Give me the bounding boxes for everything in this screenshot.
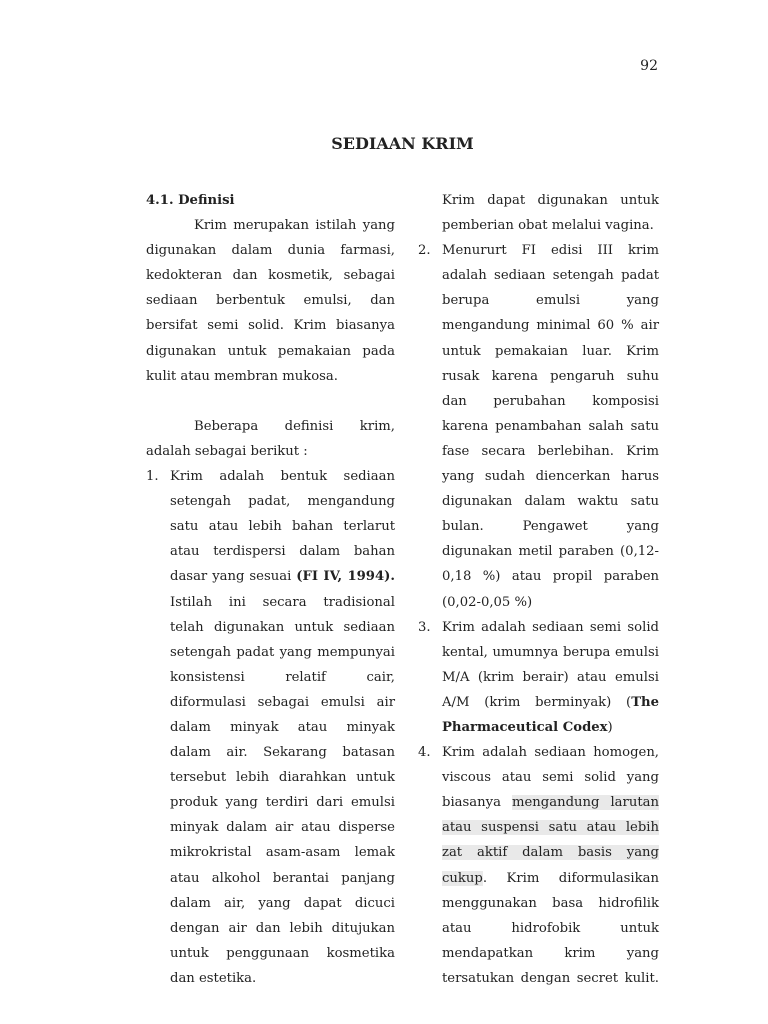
left-column (146, 188, 395, 991)
intro-paragraph: Beberapa definisi krim, adalah sebagai berikut : (146, 418, 395, 459)
highlighted-text: mengandung larutan atau suspensi satu atau lebih zat aktif dalam basis yang cukup (442, 795, 659, 886)
right-column (418, 188, 659, 991)
list-item-1-continued (418, 188, 659, 238)
list-item-text: Istilah ini secara tradisional telah digunakan untuk sediaan setengah padat yang mempunyai konsistensi relatif cair, diformulasi sebagai emulsi air dalam minyak atau minyak dalam air. Sekarang batasan tersebut lebih diarahkan untuk produk yang terdiri dari emulsi minyak dalam air atau disperse mikrokristal asam-asam lemak atau alkohol berantai panjang dalam air, yang dapat dicuci dengan air dan lebih ditujukan untuk penggunaan kosmetika dan estetika. (170, 594, 395, 986)
list-item-text: Krim adalah sediaan homogen, viscous atau semi solid yang biasanya (442, 745, 659, 811)
definition-paragraph: Krim merupakan istilah yang digunakan dalam dunia farmasi, kedokteran dan kosmetik, sebagai sediaan berbentuk emulsi, dan bersifat semi solid. Krim biasanya digunakan untuk pemakaian pada kulit atau membran mukosa. (146, 218, 395, 384)
list-item-text: . Krim diformulasikan menggunakan basa hidrofilik atau hidrofobik untuk mendapatkan krim yang tersatukan dengan secret kulit. (442, 870, 659, 986)
list-item-text: ) (607, 719, 613, 735)
list-number: 1. (146, 469, 159, 485)
list-number: 3. (418, 619, 431, 635)
list-item-text: Krim adalah bentuk sediaan setengah padat, mengandung satu atau lebih bahan terlarut atau terdispersi dalam bahan dasar yang sesuai (170, 469, 395, 585)
list-item-1 (146, 464, 395, 991)
section-heading: 4.1. Definisi (146, 193, 235, 208)
list-number: 2. (418, 243, 431, 259)
list-item-3 (418, 615, 659, 740)
page-number: 92 (640, 58, 658, 74)
list-item-text: Menururt FI edisi III krim adalah sediaan setengah padat berupa emulsi yang mengandung minimal 60 % air untuk pemakaian luar. Krim rusak karena pengaruh suhu dan perubahan komposisi karena penambahan salah satu fase secara berlebihan. Krim yang sudah diencerkan harus digunakan dalam waktu satu bulan. Pengawet yang digunakan metil paraben (0,12-0,18 %) atau propil paraben (0,02-0,05 %) (442, 243, 659, 610)
list-item-4 (418, 740, 659, 991)
list-item-2 (418, 238, 659, 614)
list-item-text: Krim adalah sediaan semi solid kental, umumnya berupa emulsi M/A (krim berair) atau emulsi A/M (krim berminyak) ( (442, 619, 659, 710)
list-number: 4. (418, 745, 431, 761)
list-item-text: Krim dapat digunakan untuk pemberian obat melalui vagina. (442, 193, 659, 234)
reference-citation: The Pharmaceutical Codex (442, 694, 659, 735)
page-title: SEDIAAN KRIM (331, 134, 474, 153)
reference-citation: (FI IV, 1994). (296, 569, 395, 585)
